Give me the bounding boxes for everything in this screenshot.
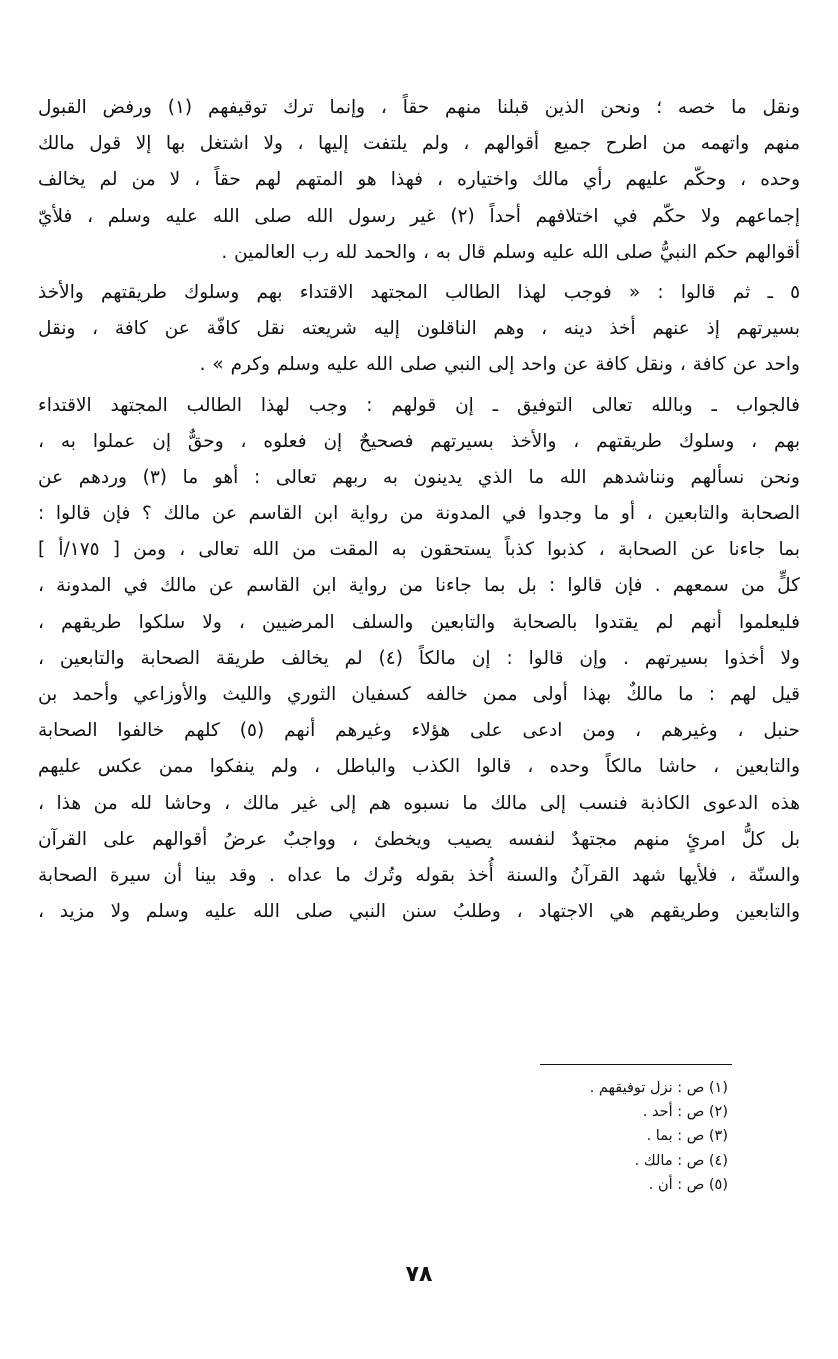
text-line: بما جاءنا عن الصحابة ، كذبوا كذباً يستحقون به المقت من الله تعالى ، ومن [ ١٧٥/أ ]	[38, 539, 800, 561]
footnote-divider	[540, 1064, 732, 1065]
footnote: (٤) ص : مالك .	[634, 1152, 728, 1169]
footnote: (٢) ص : أحد .	[642, 1104, 728, 1121]
text-line: كلٍّ من سمعهم . فإن قالوا : بل بما جاءنا من رواية ابن القاسم عن مالك في المدونة ،	[38, 575, 800, 597]
text-line: إجماعهم ولا حكّم في اختلافهم أحداً (٢) غير رسول الله صلى الله عليه وسلم ، فلأيّ	[38, 205, 800, 227]
footnote: (١) ص : نزل توفيقهم .	[589, 1080, 728, 1096]
text-line: ونحن نسألهم ونناشدهم الله ما الذي يدينون به ربهم تعالى : أهو ما (٣) وردهم عن	[38, 466, 800, 488]
text-line: والتابعين وطريقهم هي الاجتهاد ، وطلبُ سنن النبي صلى الله عليه وسلم ولا مزيد ،	[38, 901, 800, 923]
text-line: أقوالهم حكم النبيُّ صلى الله عليه وسلم قال به ، والحمد لله رب العالمين .	[221, 241, 800, 263]
text-line: والسنّة ، فلأيها شهد القرآنُ والسنة أُخذ بقوله وتُرك ما عداه . وقد بينا أن سيرة الصحابة	[38, 864, 800, 886]
text-line: وحده ، وحكّم عليهم رأي مالك واختياره ، فهذا هو المتهم لهم حقاً ، لا من لم يخالف	[38, 169, 800, 191]
text-line: واحد عن كافة ، ونقل كافة عن واحد إلى النبي صلى الله عليه وسلم وكرم » .	[199, 354, 800, 376]
page-number: ٧٨	[405, 1262, 433, 1287]
text-line: فالجواب ـ وبالله تعالى التوفيق ـ إن قولهم : وجب لهذا الطالب المجتهد الاقتداء	[38, 394, 800, 416]
text-line: بسيرتهم إذ عنهم أخذ دينه ، وهم الناقلون إليه شريعته نقل كافّة عن كافة ، ونقل	[38, 318, 800, 340]
text-line: هذه الدعوى الكاذبة فنسب إلى مالك ما نسبوه هم إلى غير مالك ، وحاشا لله من هذا ،	[38, 792, 800, 814]
text-line: ونقل ما خصه ؛ ونحن الذين قبلنا منهم حقاً ، وإنما ترك توقيفهم (١) ورفض القبول	[38, 97, 800, 118]
text-line: بهم ، وسلوك طريقتهم ، والأخذ بسيرتهم فصحيحٌ إن فعلوه ، وحقٌّ إن عملوا به ،	[38, 430, 800, 452]
text-line: بل كلُّ امرئٍ منهم مجتهدٌ لنفسه يصيب ويخطئ ، وواجبٌ عرضُ أقوالهم على القرآن	[38, 828, 800, 850]
text-line: منهم واتهمه من اطرح جميع أقوالهم ، ولم يلتفت إليها ، ولا اشتغل بها إلا قول مالك	[38, 133, 800, 155]
footnote: (٥) ص : أن .	[648, 1176, 728, 1193]
footnotes	[590, 1076, 728, 1197]
text-line: والتابعين ، حاشا مالكاً وحده ، قالوا الكذب والباطل ، ولم ينفكوا ممن عكس عليهم	[38, 756, 800, 778]
main-text	[38, 90, 800, 930]
text-line: فليعلموا أنهم لم يقتدوا بالصحابة والتابعين والسلف المرضيين ، ولا سلكوا طريقهم ،	[38, 611, 800, 633]
footnote: (٣) ص : بما .	[646, 1128, 728, 1145]
text-line: حنبل ، وغيرهم ، ومن ادعى على هؤلاء وغيرهم أنهم (٥) كلهم خالفوا الصحابة	[38, 720, 800, 742]
text-line: الصحابة والتابعين ، أو ما وجدوا في المدونة من رواية ابن القاسم عن مالك ؟ فإن قالوا :	[38, 503, 800, 525]
text-line: ولا أخذوا بسيرتهم . وإن قالوا : إن مالكاً (٤) لم يخالف طريقة الصحابة والتابعين ،	[38, 647, 800, 669]
text-line: ٥ ـ ثم قالوا : « فوجب لهذا الطالب المجتهد الاقتداء بهم وسلوك طريقتهم والأخذ	[38, 281, 800, 303]
text-line: قيل لهم : ما مالكٌ بهذا أولى ممن خالفه كسفيان الثوري والليث والأوزاعي وأحمد بن	[38, 684, 800, 705]
